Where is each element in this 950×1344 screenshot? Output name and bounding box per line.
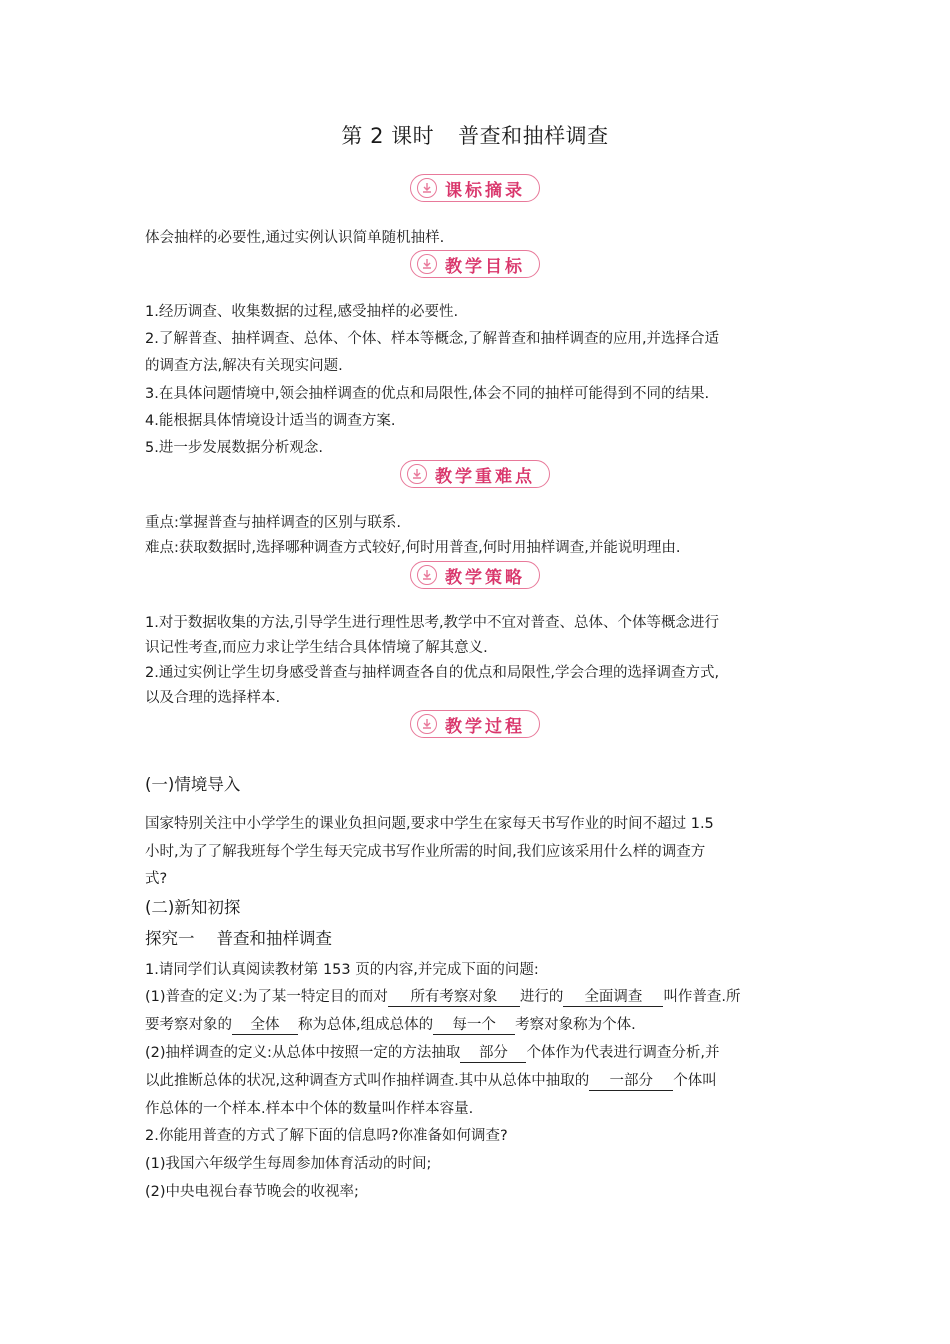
question-2: 2.你能用普查的方式了解下面的信息吗?你准备如何调查? [145,1128,508,1144]
answer-blank: 所有考察对象 [388,988,520,1007]
download-icon [417,178,437,198]
section-badge-standard [410,174,540,202]
scenario-line: 国家特别关注中小学学生的课业负担问题,要求中学生在家每天书写作业的时间不超过 1.5 [145,816,714,832]
standard-text: 体会抽样的必要性,通过实例认识简单随机抽样. [145,230,445,246]
answer-blank: 每一个 [433,1016,515,1035]
process-part2-heading: (二)新知初探 [145,898,241,917]
explore-label: 探究一 [145,929,195,948]
lesson-number: 第 2 课时 [341,124,435,148]
answer-blank: 全面调查 [563,988,663,1007]
explore-heading [145,929,810,949]
section-badge-key-points [400,460,550,488]
download-icon [417,565,437,585]
explore-title: 普查和抽样调查 [216,929,332,948]
section-badge-strategy [410,561,540,589]
page-title [0,120,950,150]
sample-definition-line: (2)抽样调查的定义:从总体中按照一定的方法抽取 部分 个体作为代表进行调查分析,并 [145,1045,720,1061]
goal-line: 4.能根据具体情境设计适当的调查方案. [145,413,396,429]
section-badge-goals [410,250,540,278]
badge-label: 教学过程 [445,716,525,737]
strategy-line: 1.对于数据收集的方法,引导学生进行理性思考,教学中不宜对普查、总体、个体等概念进行 [145,615,720,631]
goal-line: 3.在具体问题情境中,领会抽样调查的优点和局限性,体会不同的抽样可能得到不同的结果. [145,386,710,402]
goal-line: 2.了解普查、抽样调查、总体、个体、样本等概念,了解普查和抽样调查的应用,并选择合适 [145,331,720,347]
goal-line: 的调查方法,解决有关现实问题. [145,358,343,374]
strategy-line: 以及合理的选择样本. [145,690,281,706]
strategy-line: 识记性考查,而应力求让学生结合具体情境了解其意义. [145,640,488,656]
sample-definition-line: 作总体的一个样本.样本中个体的数量叫作样本容量. [145,1101,474,1117]
scenario-line: 式? [145,871,168,887]
census-definition-line: 要考察对象的 全体 称为总体,组成总体的 每一个 考察对象称为个体. [145,1017,636,1033]
badge-label: 教学目标 [445,256,525,277]
goal-line: 5.进一步发展数据分析观念. [145,440,323,456]
download-icon [407,464,427,484]
sample-definition-line: 以此推断总体的状况,这种调查方式叫作抽样调查.其中从总体中抽取的 一部分 个体叫 [145,1073,717,1089]
section-badge-process [410,710,540,738]
question-2-item: (2)中央电视台春节晚会的收视率; [145,1184,359,1200]
scenario-line: 小时,为了了解我班每个学生每天完成书写作业所需的时间,我们应该采用什么样的调查方 [145,844,706,860]
question-1: 1.请同学们认真阅读教材第 153 页的内容,并完成下面的问题: [145,962,539,978]
badge-label: 课标摘录 [445,180,525,201]
download-icon [417,714,437,734]
census-definition-line: (1)普查的定义:为了某一特定目的而对 所有考察对象 进行的 全面调查 叫作普查.所 [145,989,741,1005]
key-point-line: 重点:掌握普查与抽样调查的区别与联系. [145,515,401,531]
answer-blank: 一部分 [589,1072,673,1091]
answer-blank: 部分 [460,1044,526,1063]
key-point-line: 难点:获取数据时,选择哪种调查方式较好,何时用普查,何时用抽样调查,并能说明理由. [145,540,681,556]
download-icon [417,254,437,274]
process-part1-heading: (一)情境导入 [145,775,241,794]
question-2-item: (1)我国六年级学生每周参加体育活动的时间; [145,1156,432,1172]
answer-blank: 全体 [232,1016,298,1035]
badge-label: 教学策略 [445,567,525,588]
badge-label: 教学重难点 [435,466,535,487]
strategy-line: 2.通过实例让学生切身感受普查与抽样调查各自的优点和局限性,学会合理的选择调查方式, [145,665,720,681]
goal-line: 1.经历调查、收集数据的过程,感受抽样的必要性. [145,304,459,320]
lesson-topic: 普查和抽样调查 [458,124,609,148]
